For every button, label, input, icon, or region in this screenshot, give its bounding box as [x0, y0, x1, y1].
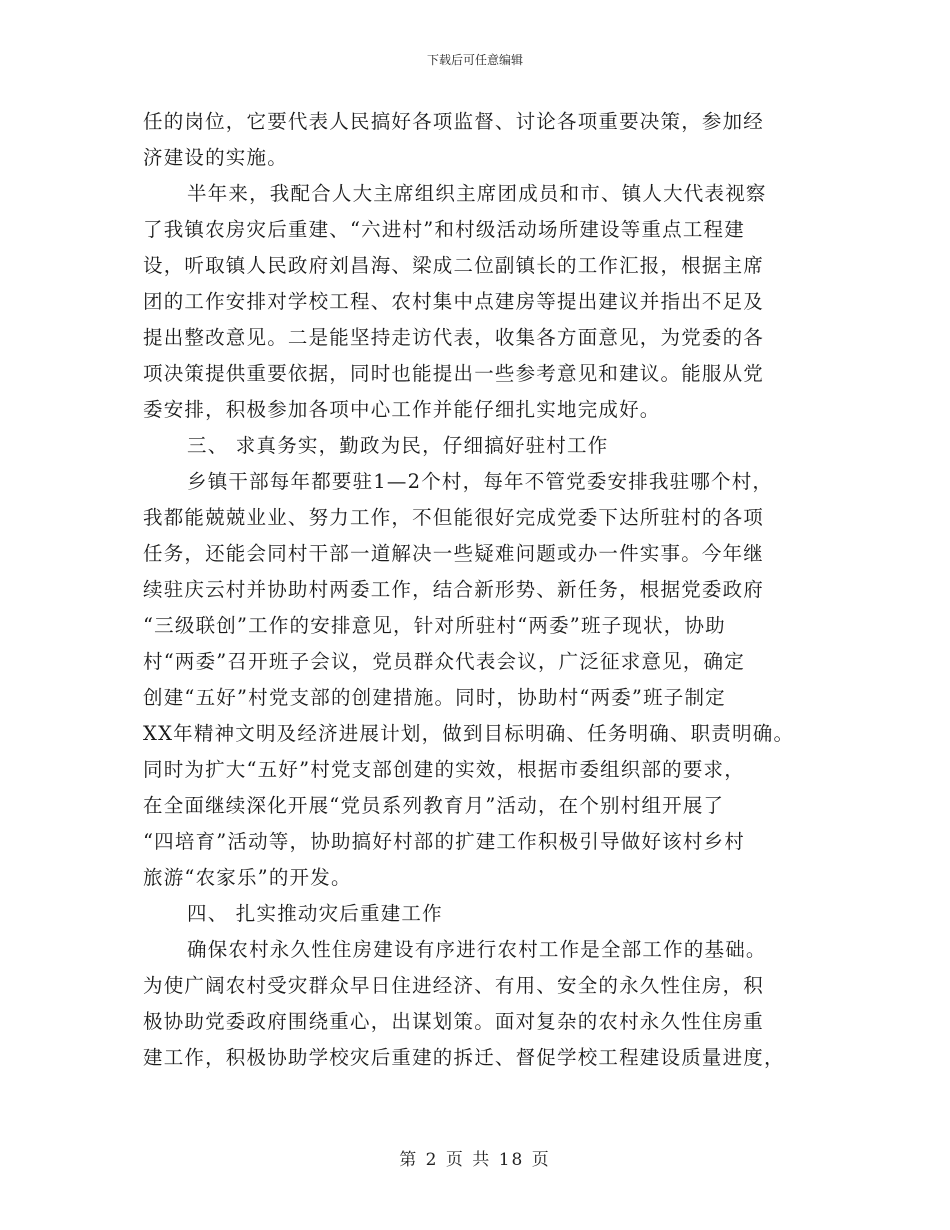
- text-line: 设，听取镇人民政府刘昌海、梁成二位副镇长的工作汇报，根据主席: [143, 254, 765, 277]
- text-line: 任的岗位，它要代表人民搞好各项监督、讨论各项重要决策，参加经: [143, 110, 765, 133]
- text-line: 续驻庆云村并协助村两委工作，结合新形势、新任务，根据党委政府: [143, 578, 765, 601]
- text-line: 提出整改意见。二是能坚持走访代表，收集各方面意见，为党委的各: [143, 326, 765, 349]
- text-line: XX年精神文明及经济进展计划，做到目标明确、任务明确、职责明确。: [143, 722, 795, 745]
- text-line: 旅游“农家乐”的开发。: [143, 866, 352, 889]
- text-line: “四培育”活动等，协助搞好村部的扩建工作积极引导做好该村乡村: [143, 830, 745, 853]
- text-line: 项决策提供重要依据，同时也能提出一些参考意见和建议。能服从党: [143, 362, 765, 385]
- text-line: 四、 扎实推动灾后重建工作: [187, 902, 443, 925]
- text-line: 乡镇干部每年都要驻1—2个村，每年不管党委安排我驻哪个村，: [187, 470, 774, 493]
- text-line: 济建设的实施。: [143, 146, 288, 169]
- text-line: 同时为扩大“五好”村党支部创建的实效，根据市委组织部的要求，: [143, 758, 745, 781]
- text-line: 极协助党委政府围绕重心，出谋划策。面对复杂的农村永久性住房重: [143, 1010, 765, 1033]
- text-line: 任务，还能会同村干部一道解决一些疑难问题或办一件实事。今年继: [143, 542, 765, 565]
- text-line: 在全面继续深化开展“党员系列教育月”活动，在个别村组开展了: [143, 794, 725, 817]
- text-line: 半年来，我配合人大主席组织主席团成员和市、镇人大代表视察: [187, 182, 767, 205]
- page-header: 下载后可任意编辑: [426, 53, 523, 67]
- text-line: 我都能兢兢业业、努力工作，不但能很好完成党委下达所驻村的各项: [143, 506, 765, 529]
- text-line: 为使广阔农村受灾群众早日住进经济、有用、安全的永久性住房，积: [143, 974, 765, 997]
- text-line: 建工作，积极协助学校灾后重建的拆迁、督促学校工程建设质量进度，: [143, 1046, 785, 1069]
- text-line: 三、 求真务实，勤政为民，仔细搞好驻村工作: [187, 434, 609, 457]
- text-line: 了我镇农房灾后重建、“六进村”和村级活动场所建设等重点工程建: [143, 218, 745, 241]
- text-line: 村“两委”召开班子会议，党员群众代表会议，广泛征求意见，确定: [143, 650, 745, 673]
- page-number-footer: 第 2 页 共 18 页: [399, 1150, 551, 1170]
- text-line: 团的工作安排对学校工程、农村集中点建房等提出建议并指出不足及: [143, 290, 765, 313]
- document-body: [143, 104, 803, 1076]
- text-line: “三级联创”工作的安排意见，针对所驻村“两委”班子现状，协助: [143, 614, 726, 637]
- text-line: 创建“五好”村党支部的创建措施。同时，协助村“两委”班子制定: [143, 686, 726, 709]
- text-line: 委安排，积极参加各项中心工作并能仔细扎实地完成好。: [143, 398, 661, 421]
- text-line: 确保农村永久性住房建设有序进行农村工作是全部工作的基础。: [187, 938, 767, 961]
